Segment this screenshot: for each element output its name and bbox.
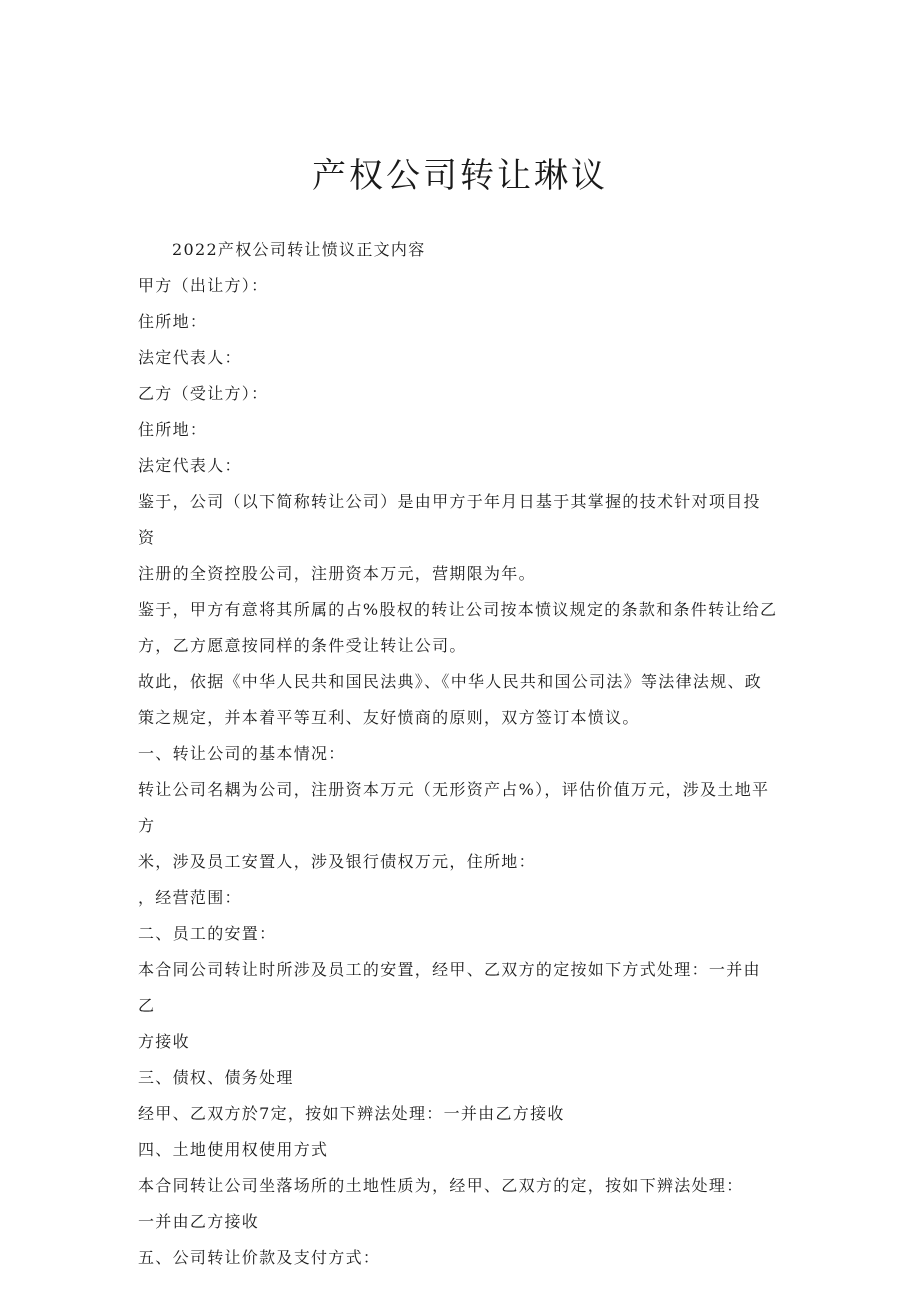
section-3-heading: 三、债权、债务处理 — [138, 1068, 294, 1087]
section-1-line-3: ，经营范围： — [138, 888, 242, 907]
recital-3-line-2: 策之规定，并本着平等互利、友好愤商的原则，双方签订本愤议。 — [138, 708, 640, 727]
section-3-line-1: 经甲、乙双方於7定，按如下辨法处理：一并由乙方接收 — [138, 1104, 565, 1123]
section-2-line-2: 方接收 — [138, 1032, 190, 1051]
party-b-label: 乙方（受让方）： — [138, 384, 269, 403]
party-b-address: 住所地： — [138, 420, 208, 439]
recital-2-line-1: 鉴于，甲方有意将其所属的占%股权的转让公司按本愤议规定的条款和条件转让给乙 — [138, 600, 778, 619]
section-2-heading: 二、员工的安置： — [138, 924, 277, 943]
section-1-heading: 一、转让公司的基本情况： — [138, 744, 346, 763]
section-4-line-1: 本合同转让公司坐落场所的土地性质为，经甲、乙双方的定，按如下辨法处理： — [138, 1176, 744, 1195]
recital-3-line-1: 故此，依据《中华人民共和国民法典》、《中华人民共和国公司法》等法律法规、政 — [138, 672, 763, 691]
section-4-heading: 四、土地使用权使用方式 — [138, 1140, 329, 1159]
recital-2-line-2: 方，乙方愿意按同样的条件受让转让公司。 — [138, 636, 467, 655]
section-1-line-1: 转让公司名耦为公司，注册资本万元（无形资产占%），评估价值万元，涉及土地平方 — [138, 780, 770, 835]
recital-1-line-1: 鉴于，公司（以下简称转让公司）是由甲方于年月日基于其掌握的技术针对项目投资 — [138, 492, 761, 547]
section-2-line-1: 本合同公司转让时所涉及员工的安置，经甲、乙双方的定按如下方式处理：一并由乙 — [138, 960, 761, 1015]
document-body — [138, 232, 778, 1276]
section-4-line-2: 一并由乙方接收 — [138, 1212, 260, 1231]
party-a-label: 甲方（出让方）： — [138, 276, 269, 295]
party-a-representative: 法定代表人： — [138, 348, 242, 367]
party-a-address: 住所地： — [138, 312, 208, 331]
recital-1-line-2: 注册的全资控股公司，注册资本万元，营期限为年。 — [138, 564, 536, 583]
document-subtitle: 2022产权公司转让愤议正文内容 — [172, 240, 426, 259]
party-b-representative: 法定代表人： — [138, 456, 242, 475]
section-5-heading: 五、公司转让价款及支付方式： — [138, 1248, 381, 1267]
document-title: 产权公司转让琳议 — [312, 156, 608, 196]
section-1-line-2: 米，涉及员工安置人，涉及银行债权万元，住所地： — [138, 852, 536, 871]
